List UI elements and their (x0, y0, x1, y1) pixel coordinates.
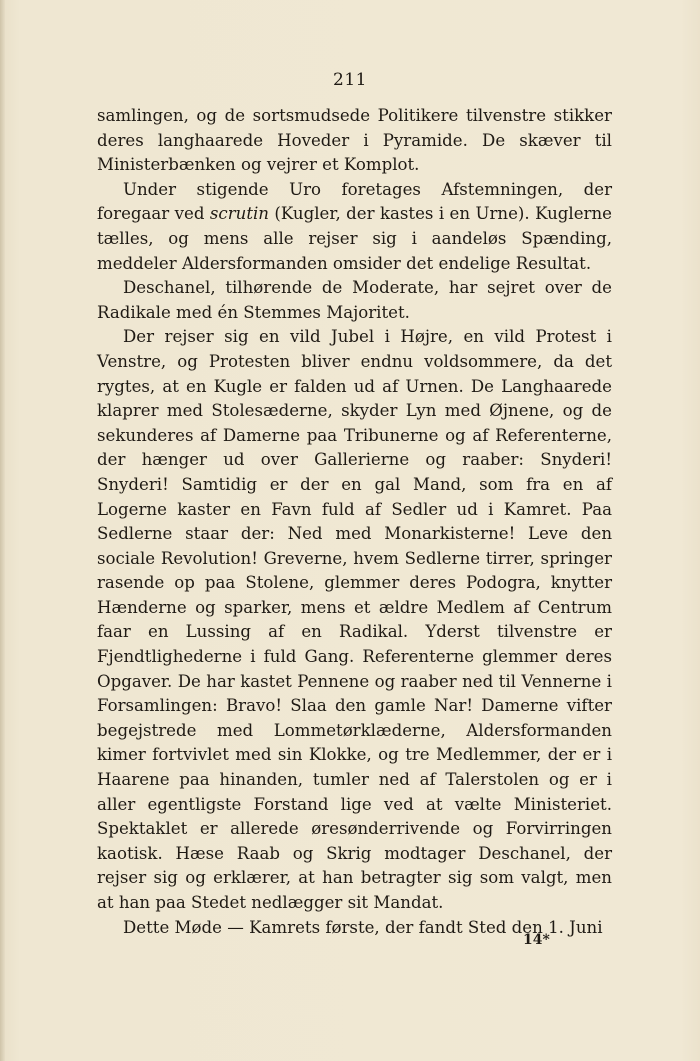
paragraph-vote-text-start: Under stigende Uro foretages Afstemningen, der foregaar ved (97, 179, 612, 224)
paragraph-result: Deschanel, tilhørende de Moderate, har sejret over de Radikale med én Stemmes Majoritet. (97, 278, 612, 322)
paragraph-final-line: Dette Møde — Kamrets første, der fandt Sted den 1. Juni (123, 917, 603, 937)
body-text (97, 104, 612, 940)
scrutin-term: scrutin (209, 204, 269, 224)
signature-mark: 14* (523, 932, 550, 948)
page-number: 211 (333, 70, 367, 90)
paragraph-vote-text-end: (Kugler, der kastes i en Urne). Kuglerne tælles, og mens alle rejser sig i aandeløs Spænding, meddeler Aldersformanden omsider det endelige Resultat. (97, 204, 612, 273)
paragraph-tumult: Der rejser sig en vild Jubel i Højre, en vild Protest i Venstre, og Protesten bliver endnu voldsommere, da det rygtes, at en Kugle er falden ud af Urnen. De Langhaarede klaprer med Stolesæderne, skyder Lyn med Øjnene, og de sekunderes af Damerne paa Tribunerne og af Referenterne, der hænger ud over Gallerierne og raaber: Snyderi! Snyderi! Samtidig er der en gal Mand, som fra en af Logerne kaster en Favn fuld af Sedler ud i Kamret. Paa Sedlerne staar der: Ned med Monarkisterne! Leve den sociale Revolution! Greverne, hvem Sedlerne tirrer, springer rasende op paa Stolene, glemmer deres Podogra, knytter Hænderne og sparker, mens et ældre Medlem af Centrum faar en Lussing af en Radikal. Yderst tilvenstre er Fjendtlighederne i fuld Gang. Referenterne glemmer deres Opgaver. De har kastet Pennene og raaber ned til Vennerne i Forsamlingen: Bravo! Slaa den gamle Nar! Damerne vifter begejstrede med Lommetørklæderne, Aldersformanden kimer fortvivlet med sin Klokke, og tre Medlemmer, der er i Haarene paa hinanden, tumler ned af Talerstolen og er i aller egentligste Forstand lige ved at vælte Ministeriet. Spektaklet er allerede øresønderrivende og Forvirringen kaotisk. Hæse Raab og Skrig modtager Deschanel, der rejser sig og erklærer, at han betragter sig som valgt, men at han paa Stedet nedlægger sit Mandat. (97, 327, 612, 912)
paragraph-continuation: samlingen, og de sortsmudsede Politikere tilvenstre stikker deres langhaarede Hoveder i Pyramide. De skæver til Ministerbænken og vejrer et Komplot. (97, 106, 612, 175)
paragraph-vote (97, 178, 612, 276)
page-binding-edge (0, 0, 5, 1061)
